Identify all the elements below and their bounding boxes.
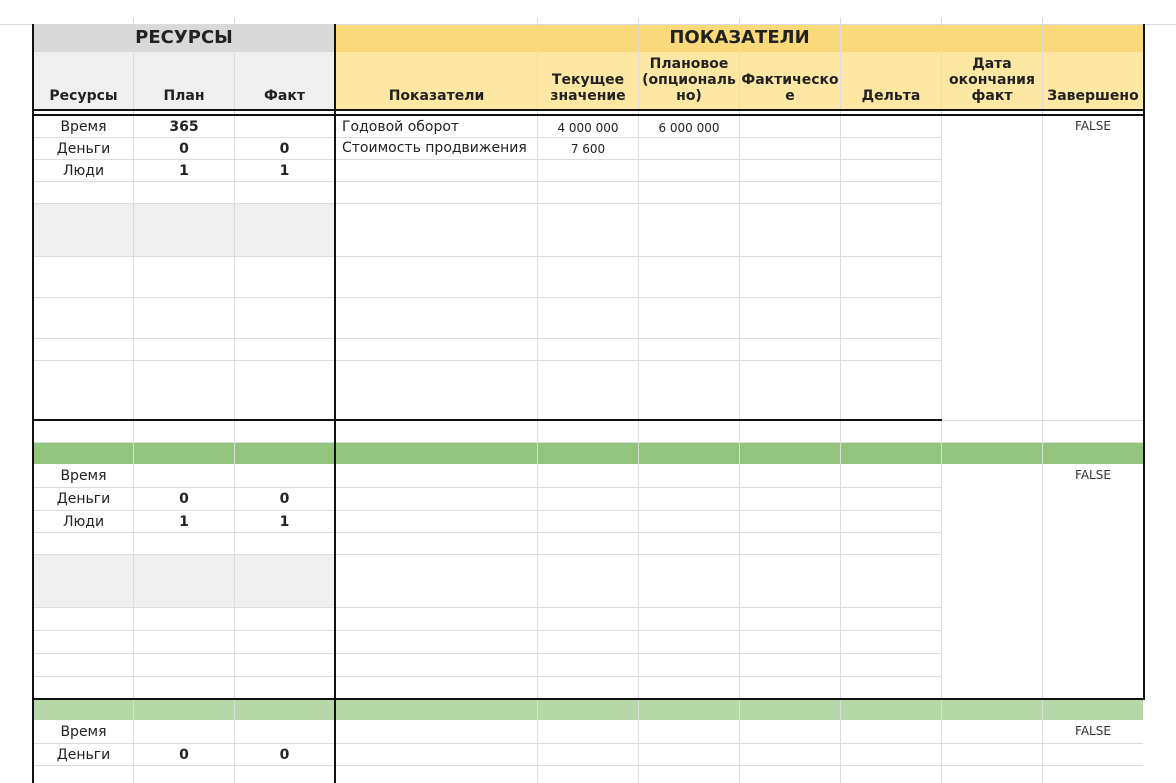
indicator-current-promotion-cost[interactable]: 7 600: [570, 142, 606, 156]
col-delta[interactable]: Дельта: [861, 88, 921, 104]
resource-fact-time[interactable]: [235, 721, 334, 743]
col-resources[interactable]: Ресурсы: [49, 88, 118, 104]
resource-plan-money[interactable]: 0: [179, 491, 189, 507]
resource-fact-time[interactable]: [235, 465, 334, 487]
resource-plan-time[interactable]: [134, 721, 234, 743]
resource-fact-money[interactable]: 0: [279, 491, 290, 507]
col-end-date-fact[interactable]: Дата окончания факт: [949, 56, 1035, 104]
indicator-name-turnover[interactable]: Годовой оборот: [342, 119, 460, 135]
resource-label-money[interactable]: Деньги: [56, 747, 111, 763]
resource-plan-money[interactable]: 0: [179, 141, 189, 157]
col-fact[interactable]: Факт: [264, 88, 305, 104]
col-plan[interactable]: План: [163, 88, 205, 104]
col-done[interactable]: Завершено: [1047, 88, 1139, 104]
resource-label-people[interactable]: Люди: [62, 163, 105, 179]
done-flag-block-3[interactable]: FALSE: [1075, 724, 1111, 738]
col-actual-value[interactable]: Фактическо е: [741, 72, 839, 104]
resource-plan-time[interactable]: [134, 465, 234, 487]
done-flag-block-2[interactable]: FALSE: [1075, 468, 1111, 482]
resource-fact-people[interactable]: 1: [279, 163, 290, 179]
resource-label-money[interactable]: Деньги: [56, 491, 111, 507]
resource-fact-people[interactable]: 1: [279, 514, 290, 530]
col-current-value[interactable]: Текущее значение: [550, 72, 626, 104]
resource-label-time[interactable]: Время: [60, 468, 107, 484]
gray-block-1: [34, 204, 336, 256]
green-separator-2: [34, 700, 1143, 720]
green-separator-1: [34, 443, 1143, 464]
resource-plan-people[interactable]: 1: [179, 163, 189, 179]
resource-plan-time[interactable]: 365: [169, 119, 199, 135]
resource-label-people[interactable]: Люди: [62, 514, 105, 530]
resource-fact-money[interactable]: 0: [279, 747, 290, 763]
resources-title: РЕСУРСЫ: [135, 27, 233, 48]
done-flag-block-1[interactable]: FALSE: [1075, 119, 1111, 133]
resource-plan-people[interactable]: 1: [179, 514, 189, 530]
resource-fact-money[interactable]: 0: [279, 141, 290, 157]
col-indicators[interactable]: Показатели: [388, 88, 485, 104]
resource-label-time[interactable]: Время: [60, 724, 107, 740]
indicator-planned-turnover[interactable]: 6 000 000: [658, 121, 720, 135]
col-planned-value[interactable]: Плановое (опциональ но): [642, 56, 736, 104]
resource-plan-money[interactable]: 0: [179, 747, 189, 763]
gray-block-2: [34, 555, 336, 607]
indicator-current-turnover[interactable]: 4 000 000: [557, 121, 619, 135]
resource-label-time[interactable]: Время: [60, 119, 107, 135]
resource-label-money[interactable]: Деньги: [56, 141, 111, 157]
resource-fact-time[interactable]: [235, 116, 334, 137]
indicators-title: ПОКАЗАТЕЛИ: [669, 27, 810, 48]
indicator-name-promotion-cost[interactable]: Стоимость продвижения: [342, 140, 527, 156]
